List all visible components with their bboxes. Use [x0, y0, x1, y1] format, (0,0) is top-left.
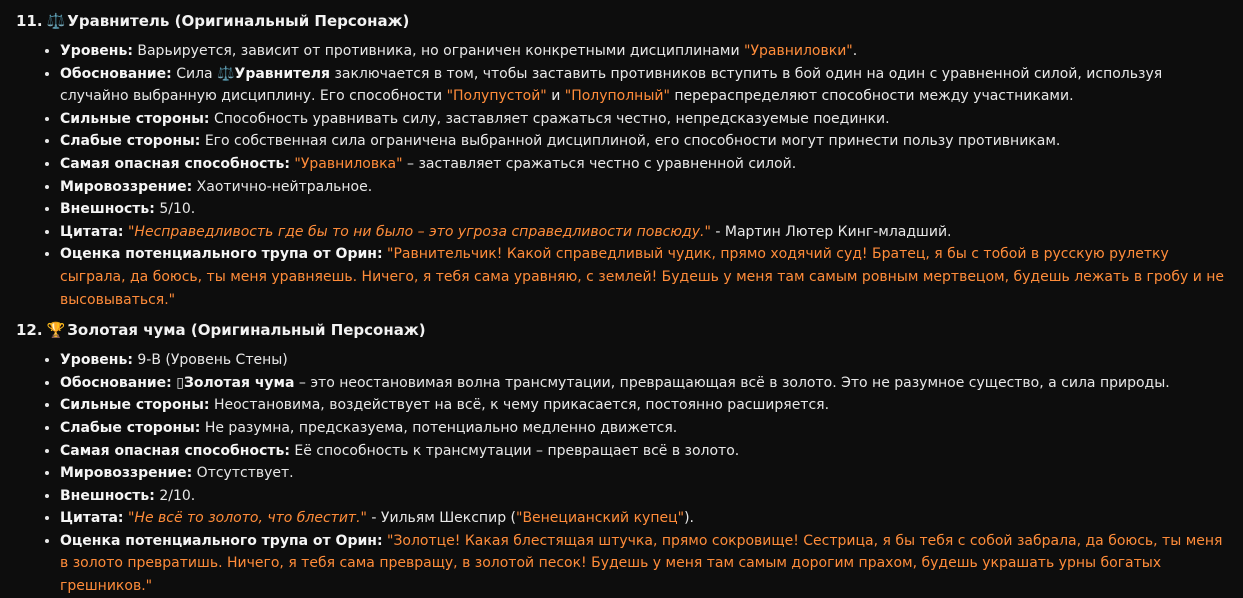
item-text: Её способность к трансмутации – превращает всё в золото.: [289, 442, 740, 459]
list-item-orin: [60, 243, 1233, 311]
list-item-quote: [60, 221, 1233, 244]
item-bold: Уравнителя: [234, 65, 330, 82]
list-item-dangerous: [60, 153, 1233, 176]
item-tail: - Мартин Лютер Кинг-младший.: [710, 223, 952, 240]
item-label: Мировоззрение:: [60, 465, 193, 482]
item-tail: – заставляет сражаться честно с уравненной силой.: [402, 155, 797, 172]
list-item-weaknesses: [60, 417, 1233, 440]
item-label: Внешность:: [60, 201, 155, 218]
section-heading-12: [16, 317, 1233, 343]
item-bold: Золотая чума: [183, 374, 295, 391]
item-label: Внешность:: [60, 487, 155, 504]
item-label: Цитата:: [60, 510, 124, 527]
list-item-rationale: [60, 63, 1233, 108]
item-tail: перераспределяют способности между участниками.: [669, 88, 1074, 105]
item-quote: "Золотце! Какая блестящая штучка, прямо сокровище! Сестрица, я бы тебя с собой забрала, да боюсь, ты меня в золото превратишь. Ничего, я тебя сама превращу, в золотой песок! Будешь у меня там самым дорогим прахом, будешь украшать урны богатых грешников.": [60, 532, 1223, 595]
item-text: Отсутствует.: [192, 465, 294, 482]
item-label: Сильные стороны:: [60, 110, 210, 127]
list-item-level: [60, 40, 1233, 63]
list-item-alignment: [60, 176, 1233, 199]
section-title: Уравнитель (Оригинальный Персонаж): [67, 12, 410, 30]
item-text: – это неостановимая волна трансмутации, превращающая всё в золото. Это не разумное существо, а сила природы.: [294, 374, 1170, 391]
item-text: заключается в том, чтобы заставить противников вступить в бой один на один с уравненной силой, используя случайно выбранную дисциплину. Его способности: [60, 65, 1163, 105]
list-item-quote: [60, 507, 1233, 530]
section-number: 11.: [16, 12, 43, 30]
list-item-dangerous: [60, 440, 1233, 463]
item-text: 2/10.: [154, 487, 196, 504]
trophy-icon: 🏆: [46, 321, 66, 340]
scales-icon: ⚖️: [217, 65, 235, 82]
scales-icon: ⚖️: [46, 12, 66, 30]
list-item-strengths: [60, 394, 1233, 417]
item-text: 9-B (Уровень Стены): [132, 352, 288, 369]
item-label: Обоснование:: [60, 374, 172, 391]
item-text: Его собственная сила ограничена выбранной дисциплиной, его способности могут принести пользу противникам.: [200, 133, 1061, 150]
item-tail: .: [852, 43, 858, 59]
item-quote: "Полупустой": [446, 88, 547, 105]
item-text: Неостановима, воздействует на всё, к чему прикасается, постоянно расширяется.: [209, 397, 830, 414]
item-quote: "Уравниловка": [294, 155, 403, 172]
item-label: Самая опасная способность:: [60, 442, 290, 459]
list-item-strengths: [60, 108, 1233, 131]
item-quote: "Венецианский купец": [516, 510, 685, 527]
list-item-level: [60, 349, 1233, 372]
item-text: Не разумна, предсказуема, потенциально медленно движется.: [200, 419, 678, 436]
item-label: Уровень:: [60, 352, 133, 369]
item-label: Уровень:: [60, 43, 133, 59]
item-text: 5/10.: [154, 201, 196, 218]
item-quote: "Не всё то золото, что блестит.": [127, 510, 367, 527]
item-label: Оценка потенциального трупа от Орин:: [60, 532, 383, 549]
item-label: Слабые стороны:: [60, 419, 201, 436]
item-text: Варьируется, зависит от противника, но ограничен конкретными дисциплинами: [132, 43, 745, 59]
item-text: Способность уравнивать силу, заставляет сражаться честно, непредсказуемые поединки.: [209, 110, 890, 127]
section-heading-11: [16, 8, 1233, 34]
list-item-orin: [60, 530, 1233, 598]
item-quote: "Уравниловки": [744, 43, 853, 59]
section-title: Золотая чума (Оригинальный Персонаж): [67, 321, 426, 340]
item-label: Слабые стороны:: [60, 133, 201, 150]
item-label: Самая опасная способность:: [60, 155, 290, 172]
item-text: Сила: [171, 65, 218, 82]
item-quote: "Несправедливость где бы то ни было – это угроза справедливости повсюду.": [127, 223, 711, 240]
list-item-appearance: [60, 485, 1233, 508]
item-label: Сильные стороны:: [60, 397, 210, 414]
section-number: 12.: [16, 321, 43, 340]
item-text: Хаотично-нейтральное.: [192, 178, 373, 195]
list-item-appearance: [60, 198, 1233, 221]
item-quote: "Полуполный": [564, 88, 670, 105]
section-list-11: [16, 40, 1233, 311]
section-list-12: [16, 349, 1233, 598]
list-item-rationale: [60, 372, 1233, 395]
item-label: Цитата:: [60, 223, 124, 240]
item-label: Оценка потенциального трупа от Орин:: [60, 246, 383, 263]
item-quote: "Равнительчик! Какой справедливый чудик, прямо ходячий суд! Братец, я бы с тобой в русскую рулетку сыграла, да боюсь, ты меня уравняешь. Ничего, я тебя сама уравняю, с землей! Будешь у меня там самым ровным мертвецом, будешь лежать в гробу и не высовываться.": [60, 246, 1225, 308]
item-text: и: [546, 88, 565, 105]
list-item-alignment: [60, 462, 1233, 485]
item-tail: ).: [684, 510, 694, 527]
list-item-weaknesses: [60, 130, 1233, 153]
item-label: Мировоззрение:: [60, 178, 193, 195]
item-text: - Уильям Шекспир (: [366, 510, 516, 527]
missing-glyph-icon: ▯: [176, 374, 184, 391]
item-label: Обоснование:: [60, 65, 172, 82]
